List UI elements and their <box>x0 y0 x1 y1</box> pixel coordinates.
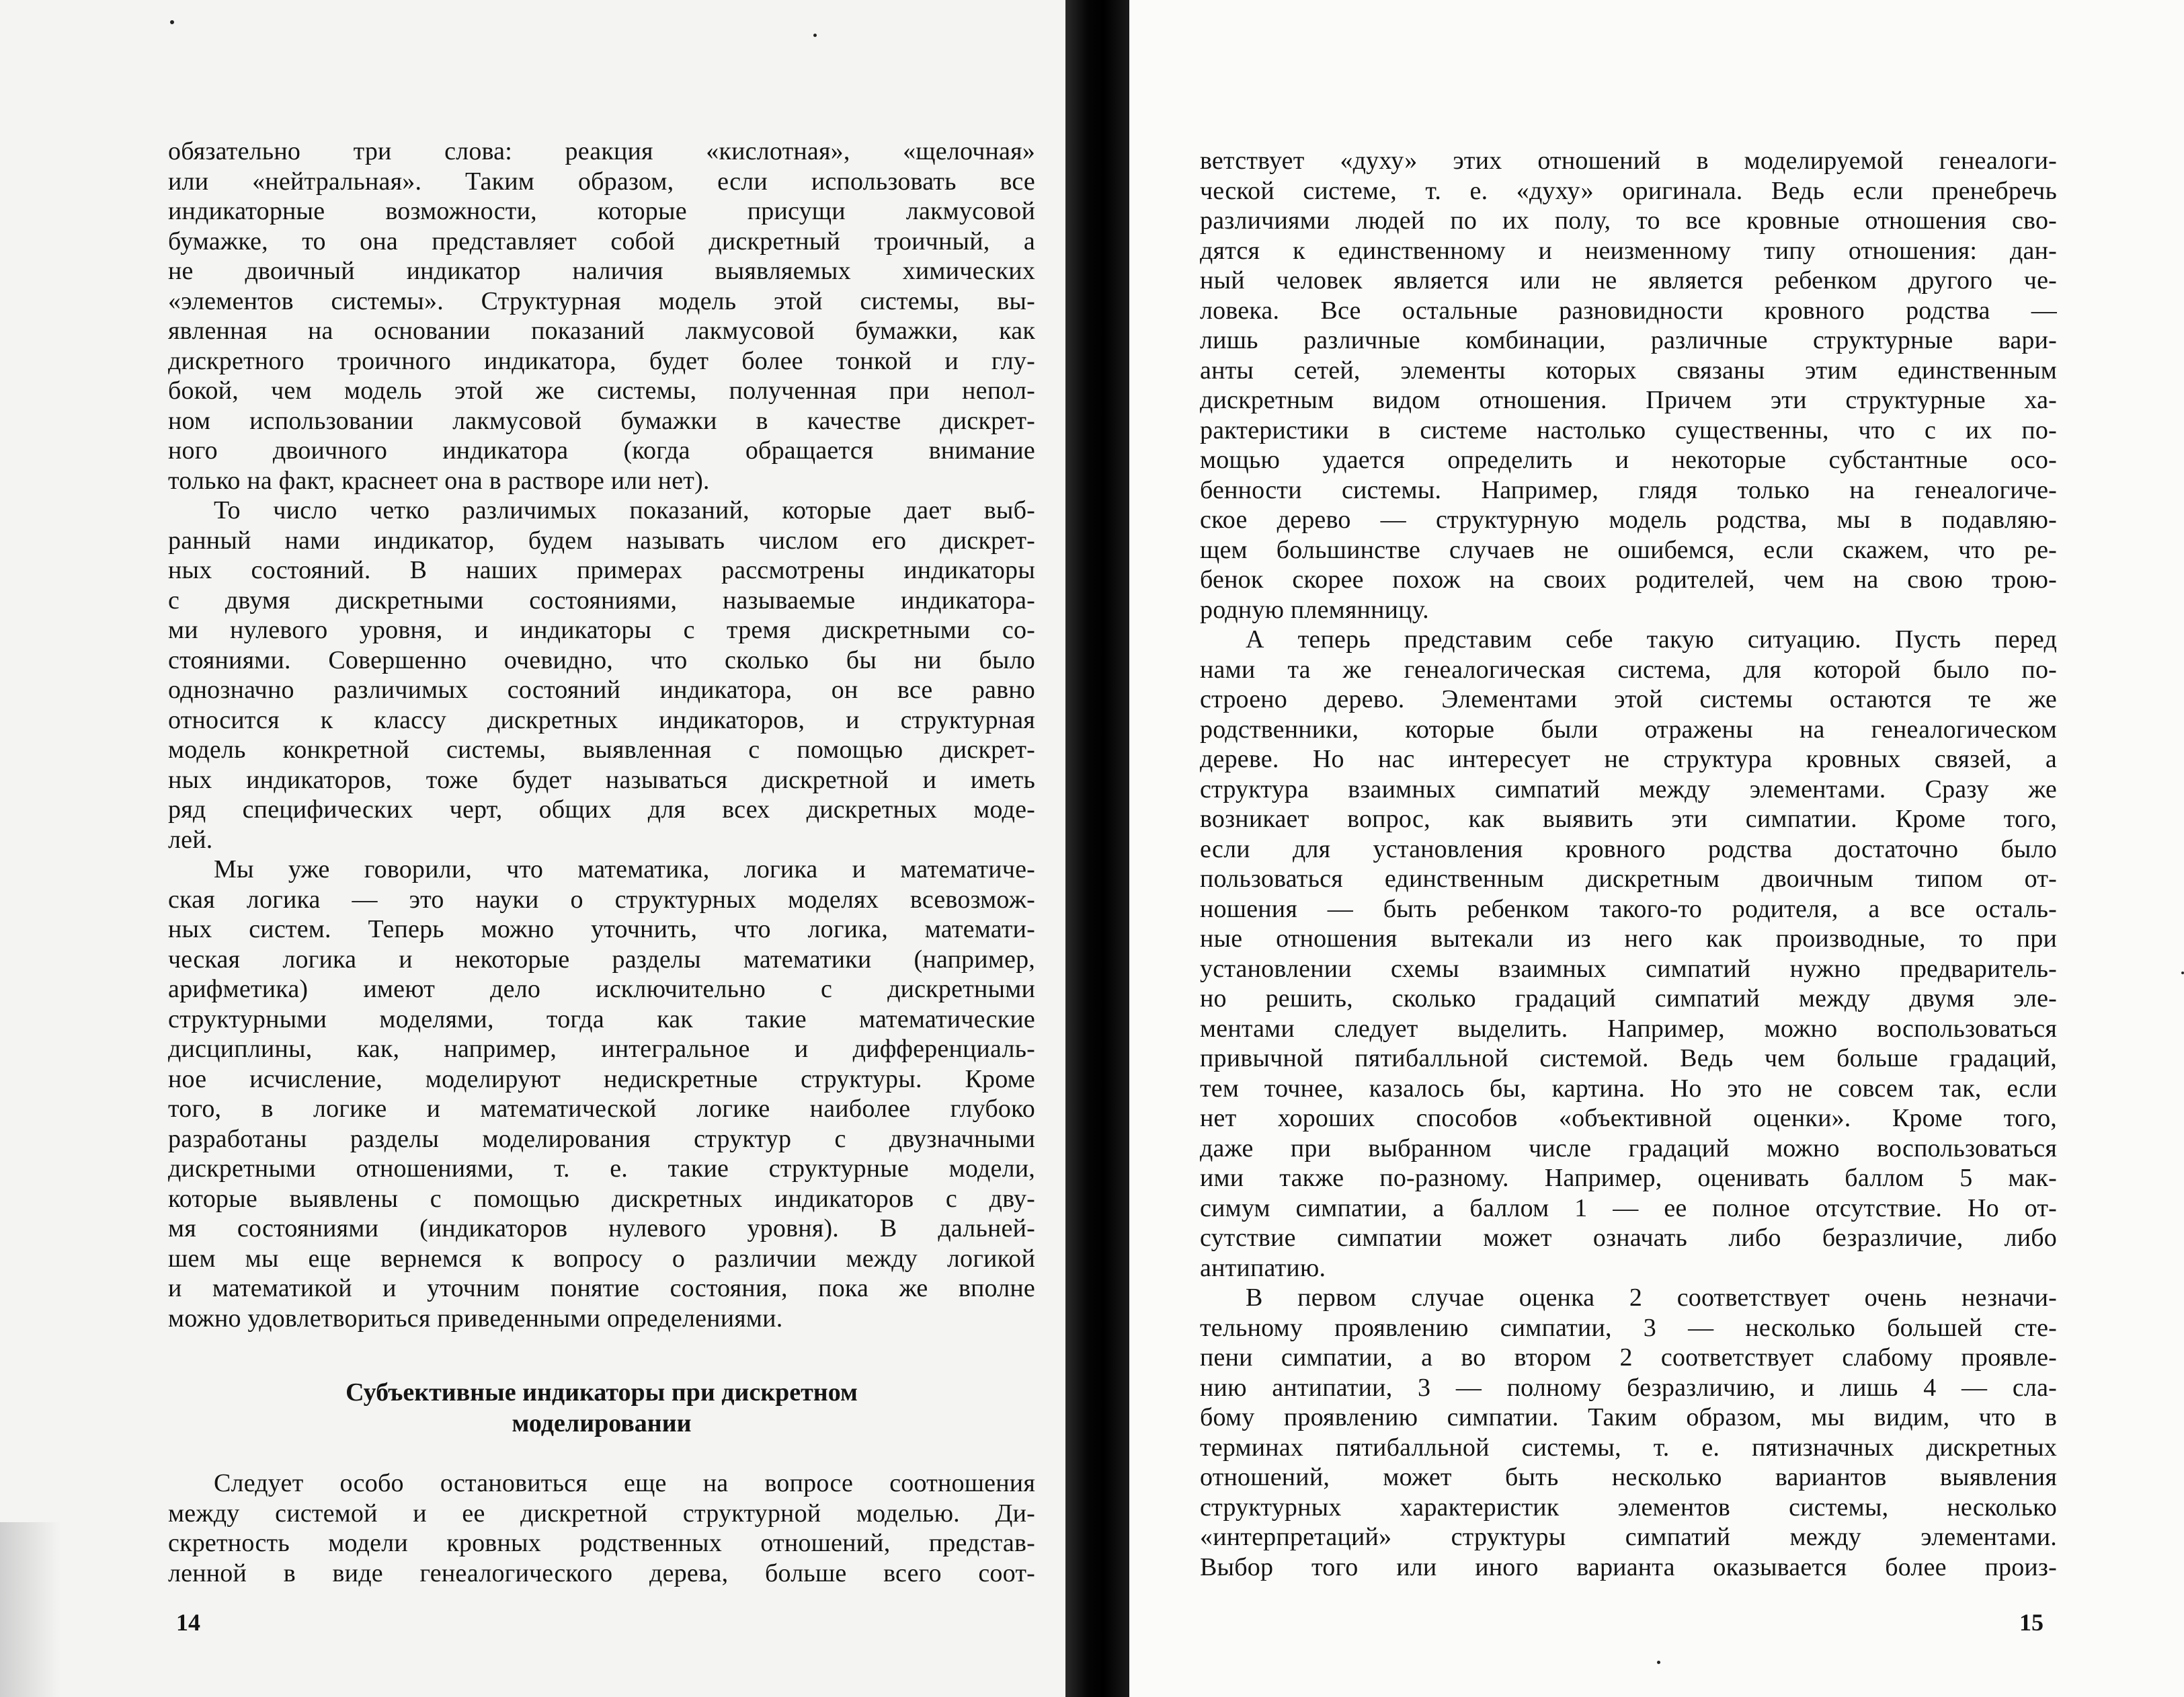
text-line: симум симпатии, а баллом 1 — ее полное отсутствие. Но от- <box>1200 1193 2057 1222</box>
text-line: дятся к единственному и неизменному типу отношения: дан- <box>1200 236 2057 265</box>
text-line: тем точнее, казалось бы, картина. Но это не совсем так, если <box>1200 1074 2057 1103</box>
scan-shadow <box>0 1522 60 1697</box>
text-line: А теперь представим себе такую ситуацию. Пусть перед <box>1246 625 2057 654</box>
page-number-left: 14 <box>176 1609 200 1636</box>
text-line: ловека. Все остальные разновидности кровного родства — <box>1200 296 2057 325</box>
text-line: ческая логика и некоторые разделы математики (например, <box>168 945 1035 974</box>
text-line: ранный нами индикатор, будем называть числом его дискрет- <box>168 526 1035 555</box>
text-line: привычной пятибалльной системой. Ведь чем больше градаций, <box>1200 1044 2057 1072</box>
text-line: нами та же генеалогическая система, для которой было по- <box>1200 655 2057 684</box>
scan-speck <box>170 20 174 24</box>
text-line: Выбор того или иного варианта оказывается более произ- <box>1200 1552 2057 1581</box>
book-gutter <box>1065 0 1129 1697</box>
text-line: мя состояниями (индикаторов нулевого уровня). В дальней- <box>168 1214 1035 1242</box>
text-line: ми нулевого уровня, и индикаторы с тремя дискретными со- <box>168 616 1035 644</box>
text-line: ветствует «духу» этих отношений в моделируемой генеалоги- <box>1200 147 2057 175</box>
text-line: дисциплины, как, например, интегральное и дифференциаль- <box>168 1035 1035 1063</box>
text-line: только на факт, краснеет она в растворе или нет). <box>168 466 710 495</box>
text-line: бумажке, то она представляет собой дискретный троичный, а <box>168 227 1035 255</box>
text-line: ных индикаторов, тоже будет называться дискретной и иметь <box>168 765 1035 794</box>
text-line: ческой системе, т. е. «духу» оригинала. Ведь если пренебречь <box>1200 176 2057 205</box>
text-line: бенок скорее похож на своих родителей, чем на свою трою- <box>1200 565 2057 594</box>
text-line: дискретным видом отношения. Причем эти структурные ха- <box>1200 386 2057 414</box>
text-line: того, в логике и математической логике наиболее глубоко <box>168 1095 1035 1123</box>
scan-speck <box>2181 972 2184 974</box>
text-line: и математикой и уточним понятие состояния, пока же вполне <box>168 1274 1035 1302</box>
text-line: ряд специфических черт, общих для всех дискретных моде- <box>168 795 1035 824</box>
text-line: бенности системы. Например, глядя только на генеалогиче- <box>1200 475 2057 504</box>
text-line: В первом случае оценка 2 соответствует очень незначи- <box>1246 1284 2057 1312</box>
text-line: рактеристики в системе настолько существенны, что с их по- <box>1200 416 2057 444</box>
text-line: родную племянницу. <box>1200 595 1429 624</box>
text-line: пени симпатии, а во втором 2 соответствует слабому проявле- <box>1200 1343 2057 1372</box>
text-line: отношений, может быть несколько вариантов выявления <box>1200 1463 2057 1491</box>
text-line: мощью удается определить и некоторые субстантные осо- <box>1200 446 2057 474</box>
text-line: То число четко различимых показаний, которые дает выб- <box>214 496 1035 524</box>
text-line: бокой, чем модель этой же системы, полученная при непол- <box>168 377 1035 405</box>
text-line: Мы уже говорили, что математика, логика и математиче- <box>214 855 1035 883</box>
text-line: ская логика — это науки о структурных моделях всевозмож- <box>168 885 1035 914</box>
section-heading-line2: моделировании <box>512 1409 692 1437</box>
text-line: дискретного троичного индикатора, будет более тонкой и глу- <box>168 346 1035 375</box>
text-line: даже при выбранном числе градаций можно воспользоваться <box>1200 1134 2057 1162</box>
scan-speck <box>1657 1661 1660 1664</box>
text-line: различиями людей по их полу, то все кровные отношения сво- <box>1200 206 2057 235</box>
text-line: с двумя дискретными состояниями, называемые индикатора- <box>168 586 1035 615</box>
text-line: дереве. Но нас интересует не структура кровных связей, а <box>1200 745 2057 773</box>
text-line: можно удовлетвориться приведенными определениями. <box>168 1304 783 1333</box>
text-line: бому проявлению симпатии. Таким образом, мы видим, что в <box>1200 1403 2057 1431</box>
text-line: терминах пятибалльной системы, т. е. пятизначных дискретных <box>1200 1433 2057 1462</box>
text-line: ими также по-разному. Например, оценивать баллом 5 мак- <box>1200 1164 2057 1192</box>
text-line: «элементов системы». Структурная модель этой системы, вы- <box>168 286 1035 315</box>
text-line: обязательно три слова: реакция «кислотная», «щелочная» <box>168 137 1035 165</box>
text-line: «интерпретаций» структуры симпатий между элементами. <box>1200 1523 2057 1551</box>
text-line: сутствие симпатии может означать либо безразличие, либо <box>1200 1224 2057 1252</box>
text-line: арифметика) имеют дело исключительно с дискретными <box>168 975 1035 1003</box>
text-line: анты сетей, элементы которых связаны этим единственным <box>1200 356 2057 385</box>
text-line: лей. <box>168 825 213 854</box>
text-line: структура взаимных симпатий между элементами. Сразу же <box>1200 775 2057 803</box>
text-line: родственники, которые были отражены на генеалогическом <box>1200 715 2057 744</box>
text-line: ское дерево — структурную модель родства, мы в подавляю- <box>1200 506 2057 534</box>
text-line: антипатию. <box>1200 1253 1326 1282</box>
text-line: ных систем. Теперь можно уточнить, что логика, математи- <box>168 915 1035 943</box>
text-line: но решить, сколько градаций симпатий между двумя эле- <box>1200 984 2057 1013</box>
text-line: ношения — быть ребенком такого-то родителя, а все осталь- <box>1200 894 2057 923</box>
text-line: ном использовании лакмусовой бумажки в качестве дискрет- <box>168 406 1035 435</box>
text-line: разработаны разделы моделирования структур с двузначными <box>168 1124 1035 1153</box>
text-line: шем мы еще вернемся к вопросу о различии между логикой <box>168 1244 1035 1273</box>
text-line: щем большинстве случаев не ошибемся, если скажем, что ре- <box>1200 535 2057 564</box>
text-line: возникает вопрос, как выявить эти симпатии. Кроме того, <box>1200 805 2057 833</box>
text-line: ментами следует выделить. Например, можно воспользоваться <box>1200 1014 2057 1043</box>
page-number-right: 15 <box>2019 1609 2044 1636</box>
text-line: тельному проявлению симпатии, 3 — несколько большей сте- <box>1200 1313 2057 1342</box>
text-line: нет хороших способов «объективной оценки». Кроме того, <box>1200 1104 2057 1132</box>
right-page-body <box>1200 146 2057 1582</box>
text-line: индикаторные возможности, которые присущи лакмусовой <box>168 197 1035 225</box>
text-line: или «нейтральная». Таким образом, если использовать все <box>168 167 1035 196</box>
text-line: которые выявлены с помощью дискретных индикаторов с дву- <box>168 1184 1035 1213</box>
text-line: структурными моделями, тогда как такие математические <box>168 1004 1035 1033</box>
text-line: дискретными отношениями, т. е. такие структурные модели, <box>168 1154 1035 1183</box>
text-line: строено дерево. Элементами этой системы остаются те же <box>1200 685 2057 713</box>
left-page-body-continued <box>168 1468 1035 1588</box>
text-line: если для установления кровного родства достаточно было <box>1200 834 2057 863</box>
text-line: пользоваться единственным дискретным двоичным типом от- <box>1200 865 2057 893</box>
text-line: скретность модели кровных родственных отношений, представ- <box>168 1529 1035 1557</box>
text-line: лишь различные комбинации, различные структурные вари- <box>1200 326 2057 354</box>
section-heading-line1: Субъективные индикаторы при дискретном <box>346 1378 858 1407</box>
left-page-body <box>168 136 1035 1333</box>
text-line: ные отношения вытекали из него как производные, то при <box>1200 924 2057 953</box>
text-line: не двоичный индикатор наличия выявляемых химических <box>168 257 1035 285</box>
text-line: ных состояний. В наших примерах рассмотрены индикаторы <box>168 556 1035 584</box>
text-line: ного двоичного индикатора (когда обращается внимание <box>168 436 1035 465</box>
scan-speck <box>813 34 817 37</box>
text-line: относится к классу дискретных индикаторов, и структурная <box>168 705 1035 734</box>
text-line: ный человек является или не является ребенком другого че- <box>1200 266 2057 294</box>
text-line: Следует особо остановиться еще на вопросе соотношения <box>214 1469 1035 1497</box>
text-line: ленной в виде генеалогического дерева, больше всего соот- <box>168 1558 1035 1587</box>
text-line: явленная на основании показаний лакмусовой бумажки, как <box>168 317 1035 345</box>
text-line: ное исчисление, моделируют недискретные структуры. Кроме <box>168 1064 1035 1093</box>
text-line: между системой и ее дискретной структурной моделью. Ди- <box>168 1499 1035 1528</box>
text-line: установлении схемы взаимных симпатий нужно предваритель- <box>1200 954 2057 983</box>
text-line: однозначно различимых состояний индикатора, он все равно <box>168 676 1035 704</box>
text-line: модель конкретной системы, выявленная с помощью дискрет- <box>168 736 1035 764</box>
text-line: стояниями. Совершенно очевидно, что сколько бы ни было <box>168 645 1035 674</box>
text-line: нию антипатии, 3 — полному безразличию, и лишь 4 — сла- <box>1200 1373 2057 1402</box>
text-line: структурных характеристик элементов системы, несколько <box>1200 1493 2057 1522</box>
